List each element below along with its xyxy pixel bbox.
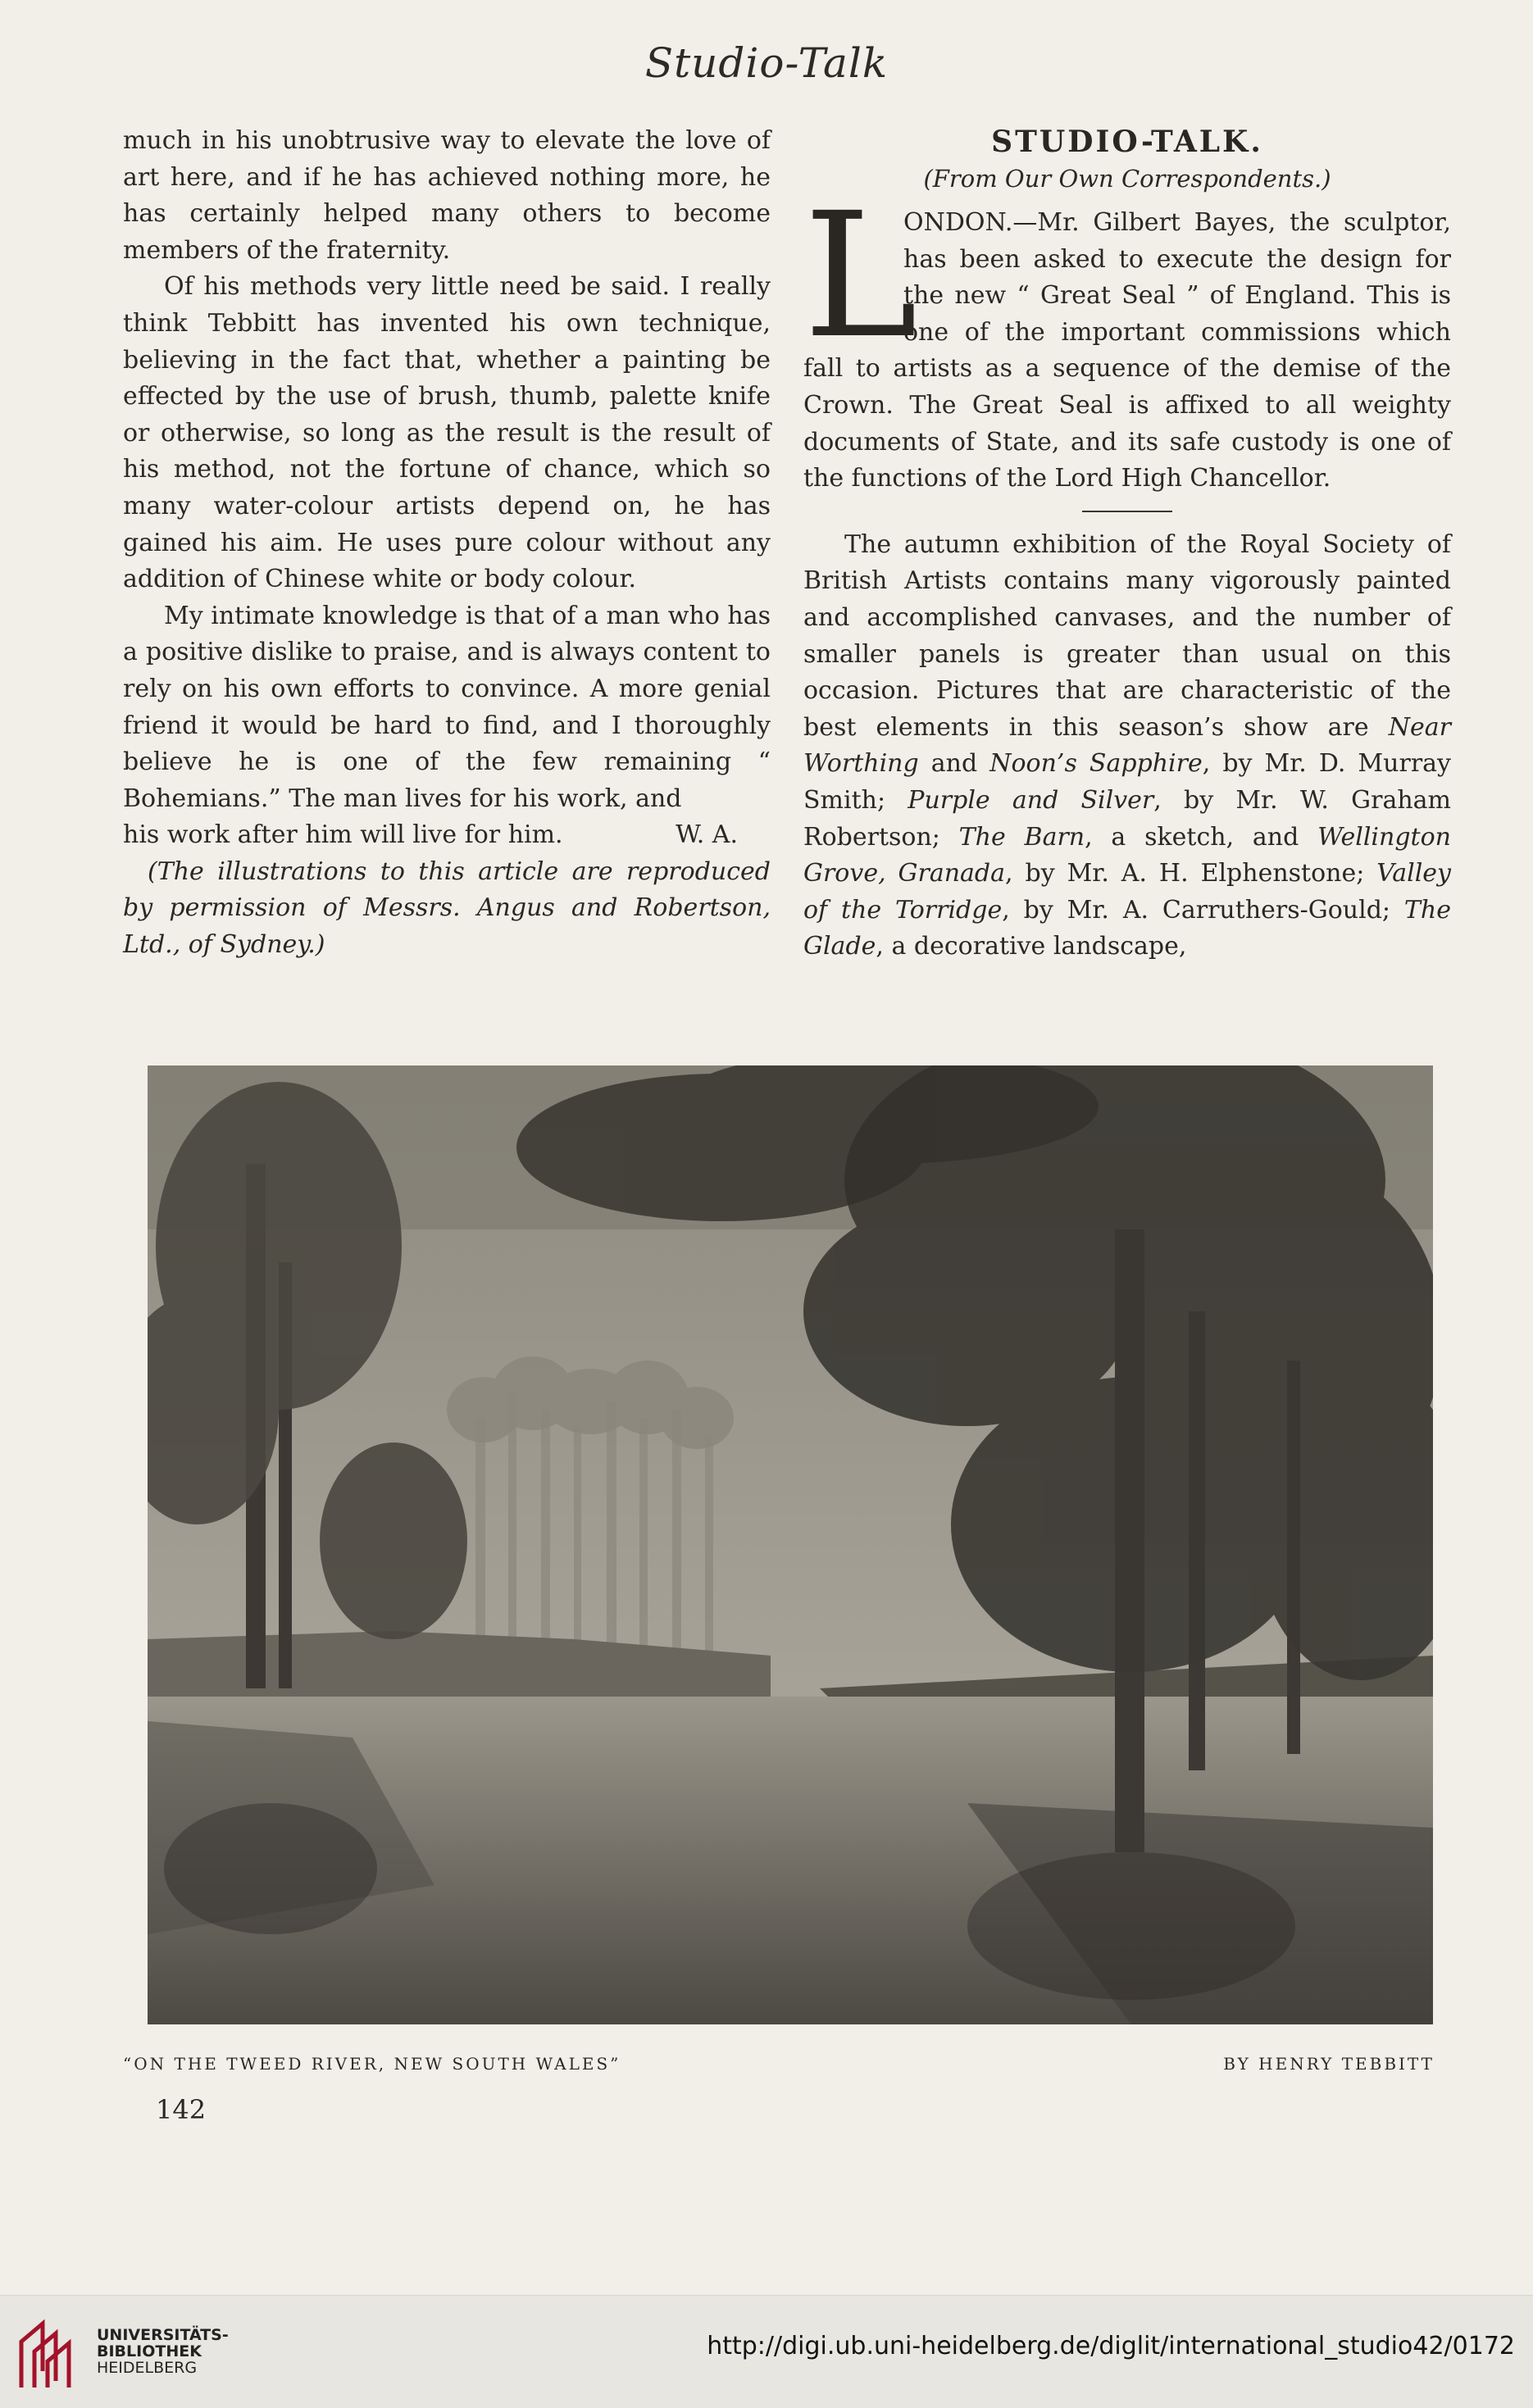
text-run: , by Mr. A. H. Elphenstone; [1005, 859, 1377, 888]
library-logo-icon[interactable] [15, 2317, 85, 2391]
text-run: , by Mr. D. Murray Smith; [803, 749, 1451, 815]
library-name-line-3: HEIDELBERG [97, 2359, 198, 2377]
plate-caption [123, 2049, 1435, 2082]
exhibition-paragraph [803, 527, 1451, 965]
author-signature: W. A. [676, 820, 738, 850]
left-paragraph-2: Of his methods very little need be said. I really think Tebbitt has invented his own technique, believing in the fact that, whether a painting be effected by the use of brush, thumb, palette knife or otherwise, so long as the result is the result of his method, not the fortune of chance, which so many water-colour artists depend on, he has gained his aim. He uses pure colour without any addition of Chinese white or body colour. [123, 272, 771, 594]
painting-title: Valley of the Torridge [803, 859, 1451, 925]
section-title: STUDIO-TALK. [991, 125, 1263, 159]
plate-caption-title: “ON THE TWEED RIVER, NEW SOUTH WALES” [123, 2054, 621, 2074]
painting-title: Purple and Silver [908, 785, 1154, 815]
page-number: 142 [156, 2094, 207, 2125]
left-paragraph-3-end: his work after him will live for him. [123, 820, 563, 850]
text-run: , by Mr. A. Carruthers-Gould; [1002, 895, 1404, 925]
painting-title: The Glade [803, 895, 1451, 961]
painting-title: Wellington Grove, Granada [803, 822, 1451, 888]
river-landscape-illustration [148, 1065, 1433, 2024]
plate-caption-credit: BY HENRY TEBBITT [1223, 2054, 1435, 2074]
river-landscape-plate [148, 1065, 1433, 2024]
running-head: Studio-Talk [644, 39, 889, 87]
left-column [123, 123, 771, 964]
source-url-link[interactable]: http://digi.ub.uni-heidelberg.de/diglit/international_studio42/0172 [707, 2332, 1515, 2360]
text-run: , a decorative landscape, [876, 932, 1187, 961]
drop-cap: L [803, 175, 918, 376]
london-paragraph-text: ONDON.—Mr. Gilbert Bayes, the sculptor, has been asked to execute the design for the new “ Great Seal ” of England. This is one of the important commissions which fall to artists as a sequence of the demise of the Crown. The Great Seal is affixed to all weighty documents of State, and its safe custody is one of the functions of the Lord High Chancellor. [803, 208, 1451, 493]
section-subtitle: (From Our Own Correspondents.) [923, 165, 1331, 193]
painting-title: Near Worthing [803, 712, 1451, 779]
text-run: The autumn exhibition of the Royal Society of British Artists contains many vigorously painted and accomplished canvases, and the number of smaller panels is greater than usual on this occasion. Pictures that are characteristic of the best elements in this season’s show are [803, 529, 1451, 742]
section-divider [1082, 511, 1172, 512]
painting-title: Noon’s Sapphire [989, 749, 1203, 779]
text-run: , a sketch, and [1085, 822, 1318, 852]
library-name-line-2: BIBLIOTHEK [97, 2342, 202, 2360]
library-name [97, 2327, 229, 2376]
text-run: , by Mr. W. Graham Robertson; [803, 785, 1451, 852]
right-column [803, 123, 1451, 965]
illustration-credit-note: (The illustrations to this article are reproduced by permission of Messrs. Angus and Robertson, Ltd., of Sydney.) [123, 856, 771, 960]
painting-title: The Barn [958, 822, 1085, 852]
left-paragraph-1: much in his unobtrusive way to elevate the love of art here, and if he has achieved nothing more, he has certainly helped many others to become members of the fraternity. [123, 126, 771, 265]
digitization-footer [0, 2295, 1533, 2408]
text-run: and [918, 749, 990, 779]
left-paragraph-3: My intimate knowledge is that of a man who has a positive dislike to praise, and is always content to rely on his own efforts to convince. A more genial friend it would be hard to find, and I thoroughly believe he is one of the few remaining “ Bohemians.” The man lives for his work, and [123, 601, 771, 813]
signature-row [123, 817, 771, 854]
library-name-line-1: UNIVERSITÄTS- [97, 2326, 229, 2344]
